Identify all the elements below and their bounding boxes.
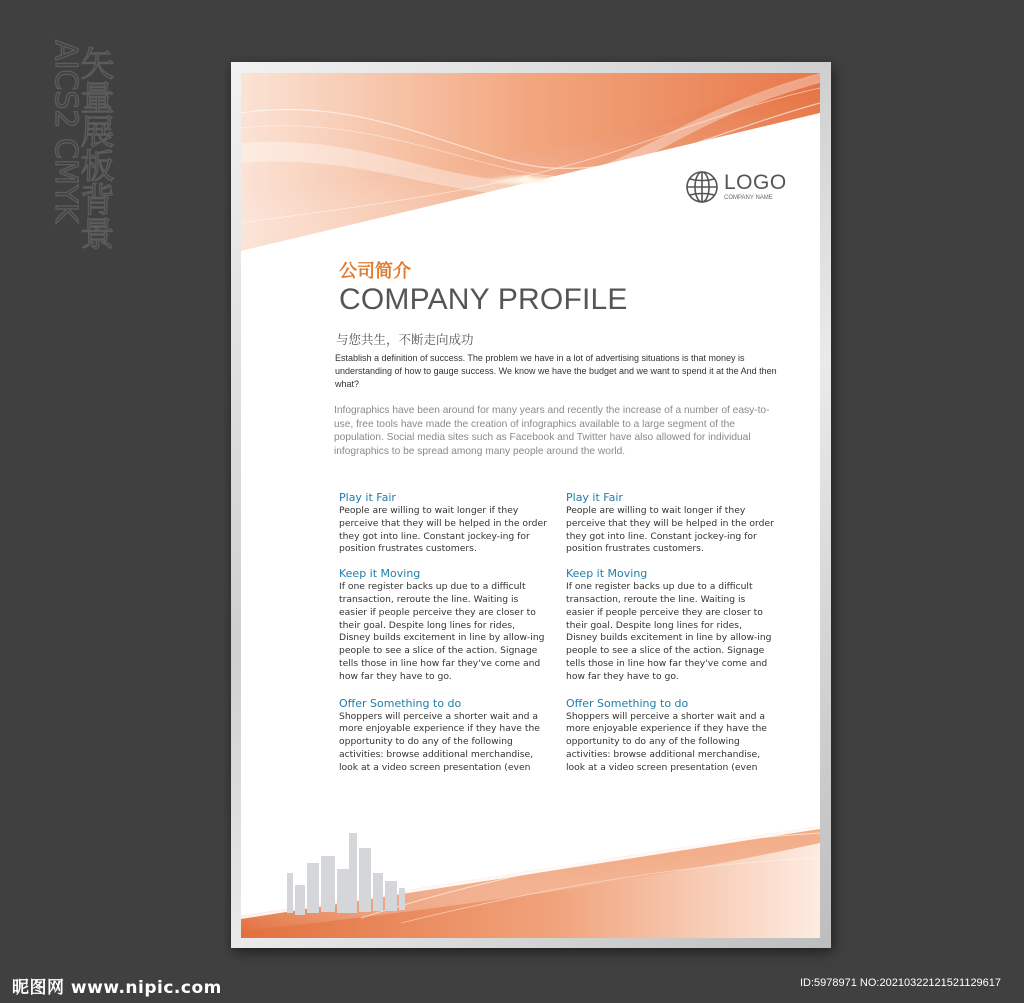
section-body: People are willing to wait longer if they perceive that they will be helped in the order they got into line. Constant jockey-ing for position frustrates customers. <box>339 505 547 555</box>
section-title: Keep it Moving <box>566 567 648 581</box>
title-chinese: 公司简介 <box>339 261 411 282</box>
side-label <box>50 40 136 270</box>
company-logo <box>684 169 787 205</box>
side-label-en: AICS2 CMYK <box>48 40 83 223</box>
section-body: People are willing to wait longer if they perceive that they will be helped in the order they got into line. Constant jockey-ing for position frustrates customers. <box>566 505 774 555</box>
section <box>566 697 776 775</box>
city-skyline-icon <box>287 833 405 915</box>
section <box>339 697 549 775</box>
intro-text: Establish a definition of success. The problem we have in a lot of advertising situations is that money is understanding of how to gauge success. We know we have the budget and we want to spend it at the And then what? <box>335 353 777 389</box>
section <box>566 491 776 556</box>
column-right <box>566 491 776 786</box>
watermark-id: ID:5978971 NO:20210322121521129617 <box>800 977 1002 989</box>
logo-title: LOGO <box>724 171 787 194</box>
section <box>339 567 549 683</box>
globe-icon <box>684 169 720 205</box>
slogan: 与您共生，不断走向成功 <box>336 332 474 347</box>
section <box>339 491 549 556</box>
section-title: Offer Something to do <box>339 696 462 710</box>
section <box>566 567 776 683</box>
section-title: Offer Something to do <box>566 696 689 710</box>
column-left <box>339 491 549 786</box>
watermark-site: 昵图网 www.nipic.com <box>12 978 222 998</box>
section-title: Keep it Moving <box>339 567 421 581</box>
poster <box>241 73 820 938</box>
page-title: COMPANY PROFILE <box>339 283 628 316</box>
description-paragraph: Infographics have been around for many years and recently the increase of a number of easy-to-use, free tools have made the creation of infographics available to a large segment of the population. Social media sites such as Facebook and Twitter have also allowed for individual infographics to be spread among many people around the world. <box>334 405 770 457</box>
section-title: Play it Fair <box>339 491 396 504</box>
section-body: If one register backs up due to a difficult transaction, reroute the line. Waiting is easier if people perceive they are closer to their goal. Despite long lines for rides, Disney builds excitement in line by allow-ing people to see a slice of the action. Signage tells those in line how far they've come and how far they have to go. <box>566 581 772 682</box>
section-body: Shoppers will perceive a shorter wait and a more enjoyable experience if they have the opportunity to do any of the following activities: browse additional merchandise, look at a video screen presentation (even <box>339 710 540 773</box>
section-body: Shoppers will perceive a shorter wait and a more enjoyable experience if they have the opportunity to do any of the following activities: browse additional merchandise, look at a video screen presentation (even <box>566 710 767 773</box>
side-label-cn: 矢量展板背景 <box>74 46 114 250</box>
section-body: If one register backs up due to a difficult transaction, reroute the line. Waiting is easier if people perceive they are closer to their goal. Despite long lines for rides, Disney builds excitement in line by allow-ing people to see a slice of the action. Signage tells those in line how far they've come and how far they have to go. <box>339 581 545 682</box>
logo-subtitle: COMPANY NAME <box>724 195 773 201</box>
section-title: Play it Fair <box>566 491 623 504</box>
